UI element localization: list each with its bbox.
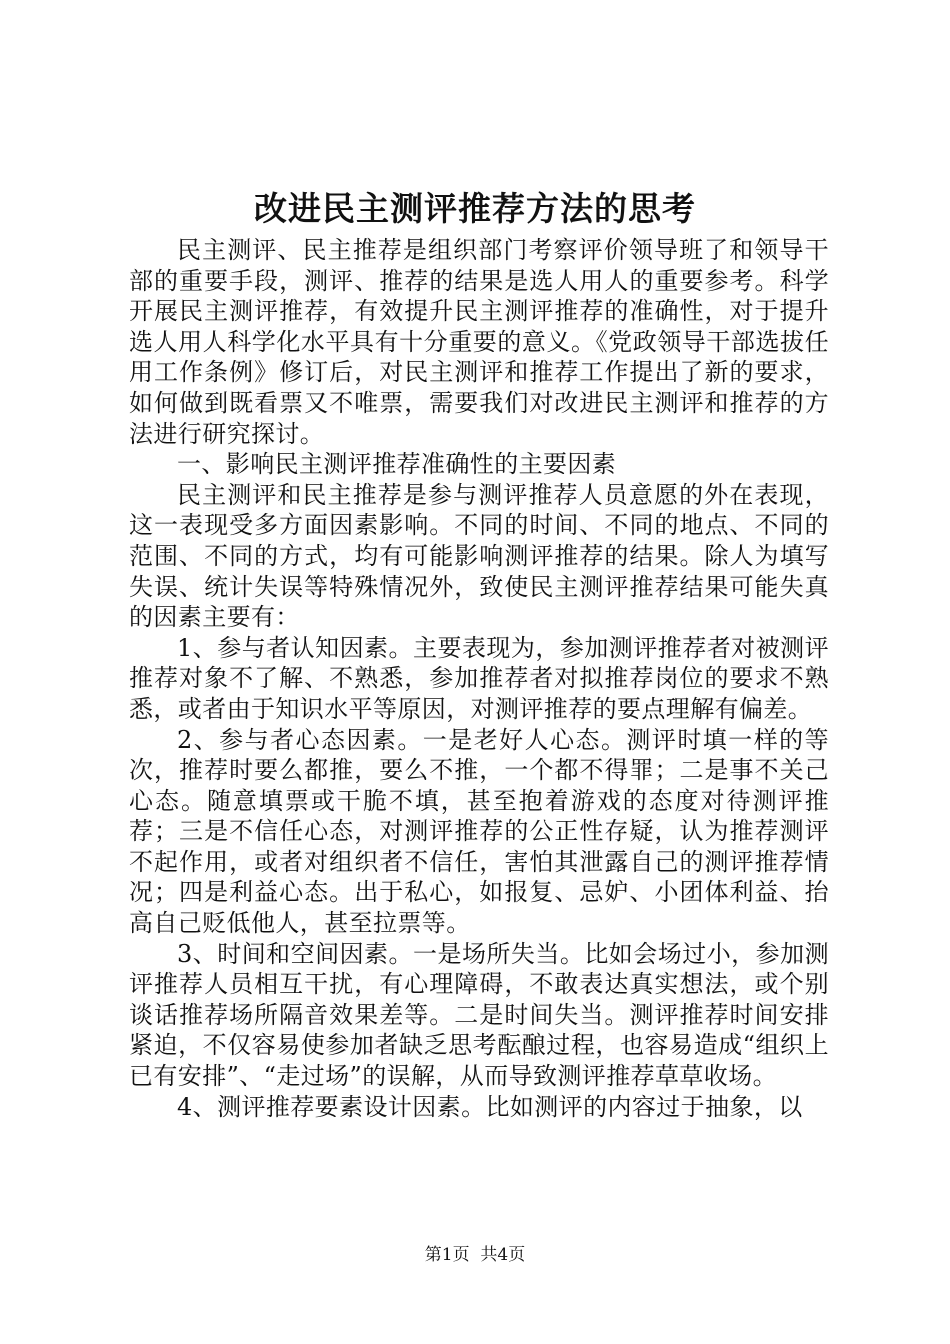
document-body <box>129 235 829 1122</box>
document-title: 改进民主测评推荐方法的思考 <box>254 189 696 228</box>
paragraph-factor-3: 3、时间和空间因素。一是场所失当。比如会场过小，参加测评推荐人员相互干扰，有心理障碍，不敢表达真实想法，或个别谈话推荐场所隔音效果差等。二是时间失当。测评推荐时间安排紧迫，不仅容易使参加者缺乏思考酝酿过程，也容易造成“组织上已有安排”、“走过场”的误解，从而导致测评推荐草草收场。 <box>129 939 829 1091</box>
paragraph-intro: 民主测评、民主推荐是组织部门考察评价领导班了和领导干部的重要手段，测评、推荐的结果是选人用人的重要参考。科学开展民主测评推荐，有效提升民主测评推荐的准确性，对于提升选人用人科学化水平具有十分重要的意义。《党政领导干部选拔任用工作条例》修订后，对民主测评和推荐工作提出了新的要求，如何做到既看票又不唯票，需要我们对改进民主测评和推荐的方法进行研究探讨。 <box>129 236 829 448</box>
page-number: 第1页 <box>424 1245 470 1265</box>
paragraph-factor-1: 1、参与者认知因素。主要表现为，参加测评推荐者对被测评推荐对象不了解、不熟悉，参加推荐者对拟推荐岗位的要求不熟悉，或者由于知识水平等原因，对测评推荐的要点理解有偏差。 <box>129 633 829 723</box>
page-footer <box>0 1244 950 1266</box>
section-heading-1: 一、影响民主测评推荐准确性的主要因素 <box>177 450 617 479</box>
page-total: 共4页 <box>480 1245 526 1265</box>
paragraph-factor-4: 4、测评推荐要素设计因素。比如测评的内容过于抽象，以 <box>177 1092 803 1121</box>
paragraph-factors-overview: 民主测评和民主推荐是参与测评推荐人员意愿的外在表现，这一表现受多方面因素影响。不同的时间、不同的地点、不同的范围、不同的方式，均有可能影响测评推荐的结果。除人为填写失误、统计失误等特殊情况外，致使民主测评推荐结果可能失真的因素主要有： <box>129 480 829 632</box>
paragraph-factor-2: 2、参与者心态因素。一是老好人心态。测评时填一样的等次，推荐时要么都推，要么不推，一个都不得罪；二是事不关己心态。随意填票或干脆不填，甚至抱着游戏的态度对待测评推荐；三是不信任心态，对测评推荐的公正性存疑，认为推荐测评不起作用，或者对组织者不信任，害怕其泄露自己的测评推荐情况；四是利益心态。出于私心，如报复、忌妒、小团体利益、抬高自己贬低他人，甚至拉票等。 <box>129 725 829 938</box>
